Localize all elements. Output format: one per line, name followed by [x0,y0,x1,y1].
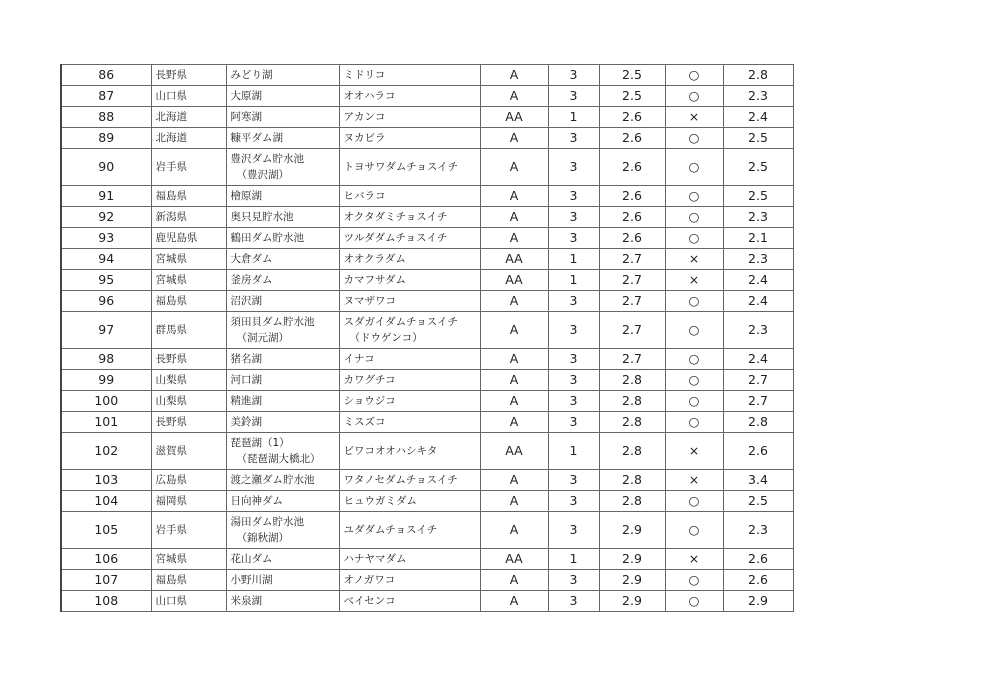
lake-name-cell: 河口湖 [226,370,339,391]
lake-kana-cell: ハナヤマダム [339,549,480,570]
class-cell: A [480,65,548,86]
lake-kana-cell: ヌカビラ [339,128,480,149]
lake-name-cell: 米泉湖 [226,591,339,612]
value2-cell: 2.3 [723,207,793,228]
count-cell: 3 [548,228,599,249]
table-row [61,470,793,491]
row-number: 107 [61,570,151,591]
count-cell: 3 [548,570,599,591]
mark-cell: ○ [665,128,723,149]
table-row [61,391,793,412]
table-row [61,207,793,228]
count-cell: 1 [548,107,599,128]
lake-kana-cell: ミドリコ [339,65,480,86]
table-row [61,591,793,612]
mark-cell: ○ [665,370,723,391]
mark-cell: ○ [665,149,723,186]
row-number: 103 [61,470,151,491]
count-cell: 1 [548,249,599,270]
count-cell: 3 [548,491,599,512]
mark-cell: × [665,433,723,470]
lake-kana-cell: スダガイダムチョスイチ （ドウゲンコ） [339,312,480,349]
count-cell: 3 [548,370,599,391]
class-cell: A [480,412,548,433]
value-cell: 2.5 [599,65,665,86]
value2-cell: 2.9 [723,591,793,612]
mark-cell: ○ [665,86,723,107]
count-cell: 3 [548,128,599,149]
value2-cell: 2.5 [723,491,793,512]
value2-cell: 2.3 [723,86,793,107]
prefecture-cell: 北海道 [151,107,226,128]
table-row [61,433,793,470]
lake-name-cell: 美鈴湖 [226,412,339,433]
lake-name-cell: 湯田ダム貯水池 （錦秋湖） [226,512,339,549]
row-number: 104 [61,491,151,512]
lake-water-quality-table [60,64,794,612]
lake-name-cell: 精進湖 [226,391,339,412]
count-cell: 3 [548,412,599,433]
table-row [61,370,793,391]
lake-kana-cell: トヨサワダムチョスイチ [339,149,480,186]
table-row [61,128,793,149]
class-cell: AA [480,270,548,291]
value2-cell: 2.5 [723,186,793,207]
count-cell: 1 [548,433,599,470]
prefecture-cell: 岩手県 [151,512,226,549]
value2-cell: 3.4 [723,470,793,491]
count-cell: 3 [548,149,599,186]
table-row [61,291,793,312]
row-number: 108 [61,591,151,612]
prefecture-cell: 宮城県 [151,549,226,570]
value-cell: 2.6 [599,207,665,228]
table-row [61,107,793,128]
value-cell: 2.6 [599,228,665,249]
value-cell: 2.8 [599,412,665,433]
mark-cell: ○ [665,512,723,549]
lake-kana-cell: カマフサダム [339,270,480,291]
value2-cell: 2.3 [723,312,793,349]
value-cell: 2.9 [599,570,665,591]
value-cell: 2.8 [599,370,665,391]
value2-cell: 2.4 [723,107,793,128]
count-cell: 3 [548,207,599,228]
lake-kana-cell: ビワコオオハシキタ [339,433,480,470]
value-cell: 2.6 [599,149,665,186]
table-row [61,412,793,433]
prefecture-cell: 山梨県 [151,370,226,391]
row-number: 97 [61,312,151,349]
class-cell: A [480,186,548,207]
lake-name-cell: みどり湖 [226,65,339,86]
lake-kana-cell: オノガワコ [339,570,480,591]
lake-kana-cell: ワタノセダムチョスイチ [339,470,480,491]
count-cell: 3 [548,391,599,412]
mark-cell: ○ [665,312,723,349]
class-cell: A [480,570,548,591]
class-cell: AA [480,249,548,270]
count-cell: 1 [548,549,599,570]
table-row [61,549,793,570]
value2-cell: 2.3 [723,249,793,270]
value-cell: 2.7 [599,291,665,312]
lake-name-cell: 小野川湖 [226,570,339,591]
value2-cell: 2.7 [723,391,793,412]
lake-name-cell: 沼沢湖 [226,291,339,312]
count-cell: 3 [548,186,599,207]
value2-cell: 2.1 [723,228,793,249]
mark-cell: × [665,270,723,291]
count-cell: 3 [548,312,599,349]
row-number: 96 [61,291,151,312]
count-cell: 3 [548,591,599,612]
row-number: 91 [61,186,151,207]
value-cell: 2.6 [599,107,665,128]
class-cell: A [480,291,548,312]
class-cell: A [480,228,548,249]
count-cell: 3 [548,349,599,370]
count-cell: 3 [548,512,599,549]
row-number: 94 [61,249,151,270]
value-cell: 2.9 [599,512,665,549]
table-row [61,86,793,107]
value-cell: 2.9 [599,549,665,570]
count-cell: 3 [548,291,599,312]
table-row [61,270,793,291]
class-cell: AA [480,433,548,470]
lake-kana-cell: ベイセンコ [339,591,480,612]
value2-cell: 2.3 [723,512,793,549]
count-cell: 3 [548,470,599,491]
count-cell: 3 [548,86,599,107]
lake-kana-cell: オオクラダム [339,249,480,270]
lake-name-cell: 渡之瀬ダム貯水池 [226,470,339,491]
class-cell: A [480,491,548,512]
mark-cell: ○ [665,391,723,412]
lake-name-cell: 花山ダム [226,549,339,570]
row-number: 92 [61,207,151,228]
lake-kana-cell: ユダダムチョスイチ [339,512,480,549]
table-row [61,312,793,349]
value2-cell: 2.5 [723,149,793,186]
lake-kana-cell: ヒュウガミダム [339,491,480,512]
lake-name-cell: 阿寒湖 [226,107,339,128]
prefecture-cell: 宮城県 [151,249,226,270]
lake-name-cell: 豊沢ダム貯水池 （豊沢湖） [226,149,339,186]
prefecture-cell: 山口県 [151,591,226,612]
lake-name-cell: 糠平ダム湖 [226,128,339,149]
value2-cell: 2.6 [723,433,793,470]
lake-name-cell: 奥只見貯水池 [226,207,339,228]
mark-cell: ○ [665,65,723,86]
value-cell: 2.8 [599,491,665,512]
mark-cell: ○ [665,412,723,433]
prefecture-cell: 滋賀県 [151,433,226,470]
mark-cell: ○ [665,207,723,228]
mark-cell: ○ [665,186,723,207]
prefecture-cell: 鹿児島県 [151,228,226,249]
prefecture-cell: 長野県 [151,412,226,433]
class-cell: A [480,149,548,186]
value2-cell: 2.4 [723,270,793,291]
lake-name-cell: 須田貝ダム貯水池 （洞元湖） [226,312,339,349]
value-cell: 2.8 [599,470,665,491]
table-row [61,228,793,249]
table-row [61,149,793,186]
row-number: 90 [61,149,151,186]
lake-kana-cell: ヌマザワコ [339,291,480,312]
prefecture-cell: 群馬県 [151,312,226,349]
lake-kana-cell: ミスズコ [339,412,480,433]
mark-cell: × [665,107,723,128]
lake-name-cell: 鶴田ダム貯水池 [226,228,339,249]
prefecture-cell: 岩手県 [151,149,226,186]
prefecture-cell: 福島県 [151,186,226,207]
mark-cell: × [665,549,723,570]
class-cell: A [480,349,548,370]
table-row [61,249,793,270]
prefecture-cell: 長野県 [151,65,226,86]
lake-kana-cell: アカンコ [339,107,480,128]
lake-name-cell: 猪名湖 [226,349,339,370]
row-number: 87 [61,86,151,107]
mark-cell: ○ [665,570,723,591]
table-row [61,349,793,370]
value2-cell: 2.4 [723,349,793,370]
lake-kana-cell: オオハラコ [339,86,480,107]
value-cell: 2.7 [599,270,665,291]
value-cell: 2.6 [599,186,665,207]
count-cell: 3 [548,65,599,86]
table-row [61,65,793,86]
row-number: 88 [61,107,151,128]
class-cell: AA [480,107,548,128]
lake-name-cell: 大原湖 [226,86,339,107]
class-cell: A [480,128,548,149]
lake-kana-cell: ショウジコ [339,391,480,412]
lake-kana-cell: イナコ [339,349,480,370]
lake-kana-cell: ツルダダムチョスイチ [339,228,480,249]
value2-cell: 2.8 [723,412,793,433]
value-cell: 2.6 [599,128,665,149]
row-number: 98 [61,349,151,370]
prefecture-cell: 山梨県 [151,391,226,412]
value-cell: 2.8 [599,391,665,412]
mark-cell: ○ [665,591,723,612]
row-number: 102 [61,433,151,470]
table-row [61,570,793,591]
value2-cell: 2.4 [723,291,793,312]
class-cell: A [480,391,548,412]
mark-cell: ○ [665,491,723,512]
lake-name-cell: 檜原湖 [226,186,339,207]
prefecture-cell: 福島県 [151,570,226,591]
prefecture-cell: 宮城県 [151,270,226,291]
class-cell: AA [480,549,548,570]
value-cell: 2.9 [599,591,665,612]
class-cell: A [480,312,548,349]
lake-name-cell: 琵琶湖（1） （琵琶湖大橋北） [226,433,339,470]
class-cell: A [480,86,548,107]
row-number: 99 [61,370,151,391]
row-number: 105 [61,512,151,549]
value2-cell: 2.6 [723,570,793,591]
lake-name-cell: 日向神ダム [226,491,339,512]
row-number: 95 [61,270,151,291]
prefecture-cell: 広島県 [151,470,226,491]
value2-cell: 2.6 [723,549,793,570]
value2-cell: 2.5 [723,128,793,149]
row-number: 106 [61,549,151,570]
lake-kana-cell: ヒバラコ [339,186,480,207]
class-cell: A [480,512,548,549]
mark-cell: ○ [665,228,723,249]
lake-kana-cell: オクタダミチョスイチ [339,207,480,228]
prefecture-cell: 長野県 [151,349,226,370]
prefecture-cell: 北海道 [151,128,226,149]
mark-cell: × [665,249,723,270]
table-row [61,491,793,512]
value-cell: 2.7 [599,312,665,349]
value2-cell: 2.7 [723,370,793,391]
table-row [61,186,793,207]
class-cell: A [480,207,548,228]
row-number: 93 [61,228,151,249]
prefecture-cell: 福島県 [151,291,226,312]
class-cell: A [480,591,548,612]
value-cell: 2.7 [599,349,665,370]
prefecture-cell: 山口県 [151,86,226,107]
mark-cell: ○ [665,291,723,312]
prefecture-cell: 新潟県 [151,207,226,228]
class-cell: A [480,370,548,391]
row-number: 100 [61,391,151,412]
table-row [61,512,793,549]
value-cell: 2.5 [599,86,665,107]
value-cell: 2.7 [599,249,665,270]
row-number: 89 [61,128,151,149]
class-cell: A [480,470,548,491]
prefecture-cell: 福岡県 [151,491,226,512]
value2-cell: 2.8 [723,65,793,86]
row-number: 101 [61,412,151,433]
row-number: 86 [61,65,151,86]
value-cell: 2.8 [599,433,665,470]
count-cell: 1 [548,270,599,291]
table-body [61,65,793,612]
lake-kana-cell: カワグチコ [339,370,480,391]
mark-cell: × [665,470,723,491]
lake-name-cell: 釜房ダム [226,270,339,291]
lake-name-cell: 大倉ダム [226,249,339,270]
mark-cell: ○ [665,349,723,370]
